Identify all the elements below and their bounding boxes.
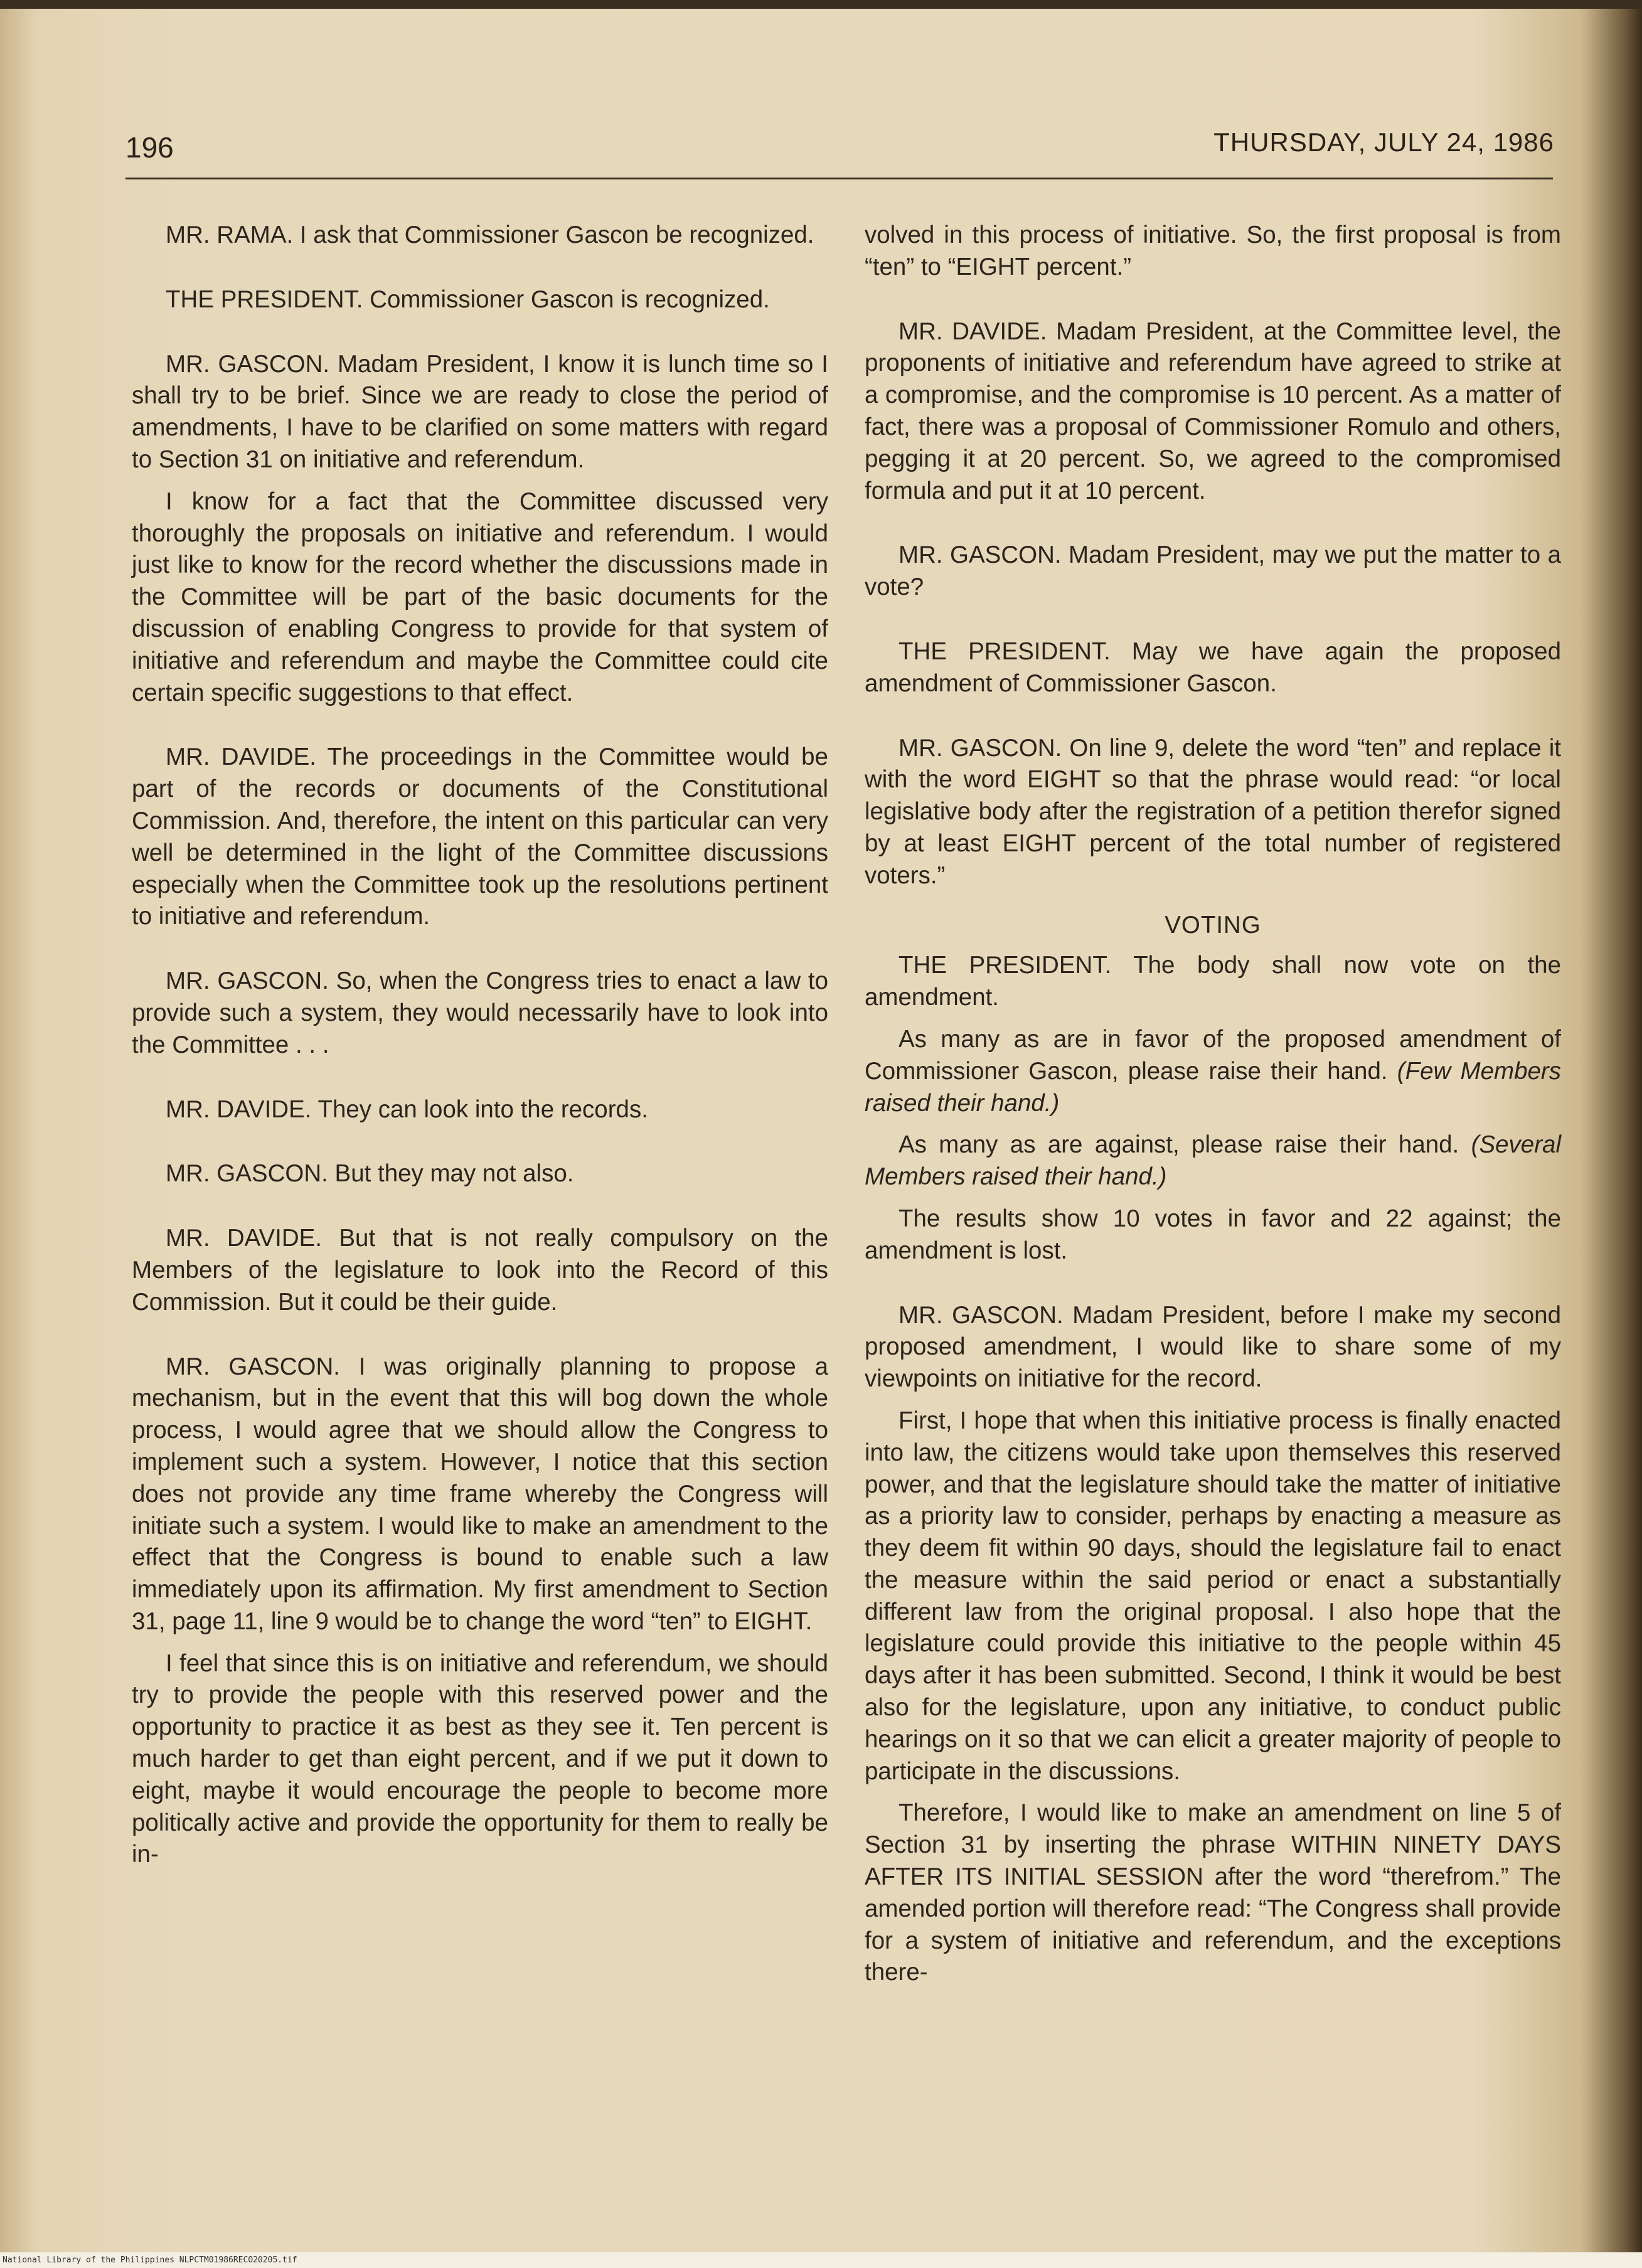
paragraph: [865, 1129, 1561, 1193]
paragraph: MR. GASCON. Madam President, I know it is lunch time so I shall try to be brief. Since we are ready to close the period of amendments, I have to be clarified on some matters with regard to Section 31 on initiative and referendum.: [132, 350, 828, 473]
paragraph-continued: volved in this process of initiative. So, the first proposal is from “ten” to “EIGHT percent.”: [865, 221, 1561, 280]
paragraph: THE PRESIDENT. Commissioner Gascon is recognized.: [166, 285, 770, 313]
paragraph: MR. GASCON. I was originally planning to propose a mechanism, but in the event that this will bog down the whole process, I would agree that we should allow the Congress to implement such a system. However, I notice that this section does not provide any time frame whereby the Congress will initiate such a system. I would like to make an amendment to the effect that the Congress is bound to enable such a law immediately upon its affirmation. My first amendment to Section 31, page 11, line 9 would be to change the word “ten” to EIGHT.: [132, 1353, 828, 1635]
stage-note: (Few Members raised their hand.): [865, 1057, 1562, 1117]
paragraph: THE PRESIDENT. May we have again the proposed amendment of Commissioner Gascon.: [865, 637, 1561, 697]
paragraph: MR. GASCON. Madam President, may we put the matter to a vote?: [865, 541, 1561, 601]
paragraph: First, I hope that when this initiative process is finally enacted into law, the citizens would take upon themselves this reserved power, and that the legislature should take the matter of initiative as a priority law to consider, perhaps by enacting a measure as they deem fit within 90 days, should the legislature fail to enact the measure within the said period or enact a substantially different law from the original proposal. I also hope that the legislature could provide this initiative to the people within 45 days after it has been submitted. Second, I think it would be best also for the legislature, upon any initiative, to conduct public hearings on it so that we can elicit a greater majority of people to participate in the discussions.: [865, 1407, 1561, 1785]
left-column: [132, 220, 828, 1871]
paragraph-text: As many as are against, please raise their hand.: [898, 1131, 1459, 1159]
paragraph: MR. GASCON. So, when the Congress tries to enact a law to provide such a system, they would necessarily have to look into the Committee . . .: [132, 967, 828, 1058]
paragraph: MR. GASCON. On line 9, delete the word “ten” and replace it with the word EIGHT so that the phrase would read: “or local legislative body after the registration of a petition therefor signed by at least EIGHT percent of the total number of registered voters.”: [865, 734, 1561, 889]
paragraph: MR. DAVIDE. The proceedings in the Committee would be part of the records or documents of the Constitutional Commission. And, therefore, the intent on this particular can very well be determined in the light of the Committee discussions especially when the Committee took up the resolutions pertinent to initiative and referendum.: [132, 743, 828, 930]
header-rule: [125, 178, 1553, 179]
paragraph: MR. DAVIDE. Madam President, at the Committee level, the proponents of initiative and referendum have agreed to strike at a compromise, and the compromise is 10 percent. As a matter of fact, there was a proposal of Commissioner Romulo and others, pegging it at 20 percent. So, we agreed to the compromised formula and put it at 10 percent.: [865, 317, 1561, 504]
voting-heading: VOTING: [1165, 911, 1261, 939]
paragraph: THE PRESIDENT. The body shall now vote on the amendment.: [865, 952, 1561, 1011]
paragraph: I feel that since this is on initiative and referendum, we should try to provide the people with this reserved power and the opportunity to practice it as best as they see it. Ten percent is much harder to get than eight percent, and if we put it down to eight, maybe it would encourage the people to become more politically active and provide the opportunity for them to really be in-: [132, 1649, 828, 1868]
paragraph-text: As many as are in favor of the proposed amendment of Commissioner Gascon, please raise their hand.: [865, 1025, 1561, 1085]
paragraph: MR. DAVIDE. They can look into the records.: [166, 1095, 648, 1123]
paragraph: Therefore, I would like to make an amendment on line 5 of Section 31 by inserting the phrase WITHIN NINETY DAYS AFTER ITS INITIAL SESSION after the word “therefrom.” The amended portion will therefore read: “The Congress shall provide for a system of initiative and referendum, and the exceptions there-: [865, 1799, 1561, 1986]
paragraph: MR. RAMA. I ask that Commissioner Gascon be recognized.: [166, 221, 814, 248]
page-number: 196: [125, 131, 174, 164]
paragraph: MR. GASCON. But they may not also.: [166, 1160, 574, 1188]
top-edge: [0, 0, 1642, 9]
paragraph: MR. GASCON. Madam President, before I make my second proposed amendment, I would like to share some of my viewpoints on initiative for the record.: [865, 1301, 1561, 1393]
paragraph: The results show 10 votes in favor and 22 against; the amendment is lost.: [865, 1205, 1561, 1264]
paragraph: MR. DAVIDE. But that is not really compulsory on the Members of the legislature to look into the Record of this Commission. But it could be their guide.: [132, 1225, 828, 1316]
running-head-date: THURSDAY, JULY 24, 1986: [1213, 127, 1554, 157]
right-column: [865, 220, 1561, 1989]
paragraph: I know for a fact that the Committee discussed very thoroughly the proposals on initiative and referendum. I would just like to know for the record whether the discussions made in the Committee will be part of the basic documents for the discussion of enabling Congress to provide for that system of initiative and referendum and maybe the Committee could cite certain specific suggestions to that effect.: [132, 487, 828, 706]
paragraph: [865, 1024, 1561, 1119]
scan-caption: National Library of the Philippines NLPCTM01986RECO20205.tif: [0, 2252, 1642, 2268]
stage-note: (Several Members raised their hand.): [865, 1131, 1562, 1191]
